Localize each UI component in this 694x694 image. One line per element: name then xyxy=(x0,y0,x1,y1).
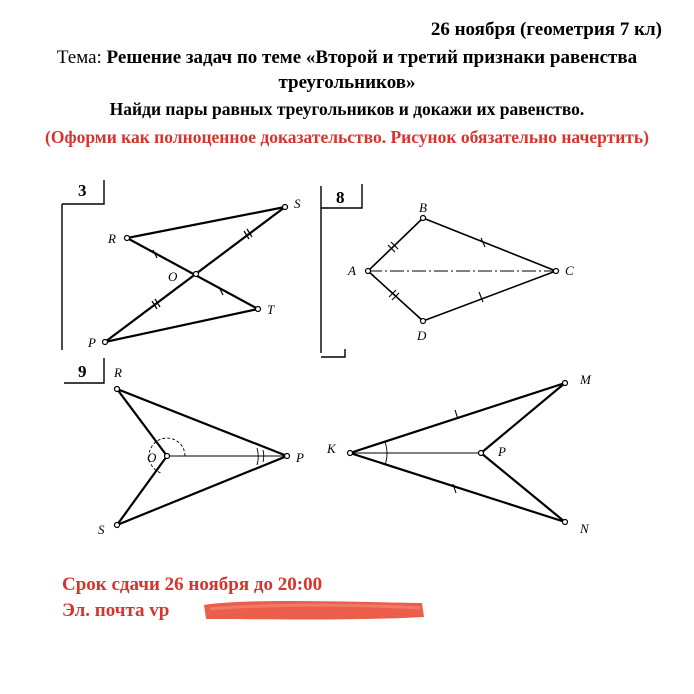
figure-3 xyxy=(62,180,288,350)
label-O9: O xyxy=(147,450,157,465)
figure-3-number: 3 xyxy=(78,181,87,200)
task-instruction: Найди пары равных треугольников и докажи их равенство. xyxy=(109,99,585,119)
label-P2: P xyxy=(498,444,506,459)
topic-label: Тема: xyxy=(56,47,102,68)
label-O: O xyxy=(168,269,178,284)
label-P: P xyxy=(88,335,96,350)
label-R: R xyxy=(108,231,116,246)
label-D: D xyxy=(417,328,427,343)
label-R9: R xyxy=(114,365,122,380)
label-K: K xyxy=(327,441,336,456)
task-note: (Оформи как полноценное доказательство. Рисунок обязательно начертить) xyxy=(45,127,649,147)
label-P9: P xyxy=(296,450,304,465)
email-text: Эл. почта vp xyxy=(62,600,170,621)
label-T: T xyxy=(267,302,275,317)
redaction-scribble xyxy=(200,595,428,625)
figure-8-number: 8 xyxy=(336,188,345,207)
label-M: M xyxy=(580,372,591,387)
label-C: C xyxy=(565,263,574,278)
label-S: S xyxy=(294,196,301,211)
label-A: A xyxy=(348,263,356,278)
topic-text: Решение задач по теме «Второй и третий признаки равенства треугольников» xyxy=(106,47,638,93)
date-heading: 26 ноября (геометрия 7 кл) xyxy=(430,19,662,40)
label-S9: S xyxy=(98,522,105,537)
figure-8 xyxy=(321,184,559,357)
label-N: N xyxy=(580,521,589,536)
label-B: B xyxy=(419,200,427,215)
figure-9 xyxy=(64,358,568,528)
figure-9-number: 9 xyxy=(78,362,87,381)
deadline-text: Срок сдачи 26 ноября до 20:00 xyxy=(62,574,323,595)
